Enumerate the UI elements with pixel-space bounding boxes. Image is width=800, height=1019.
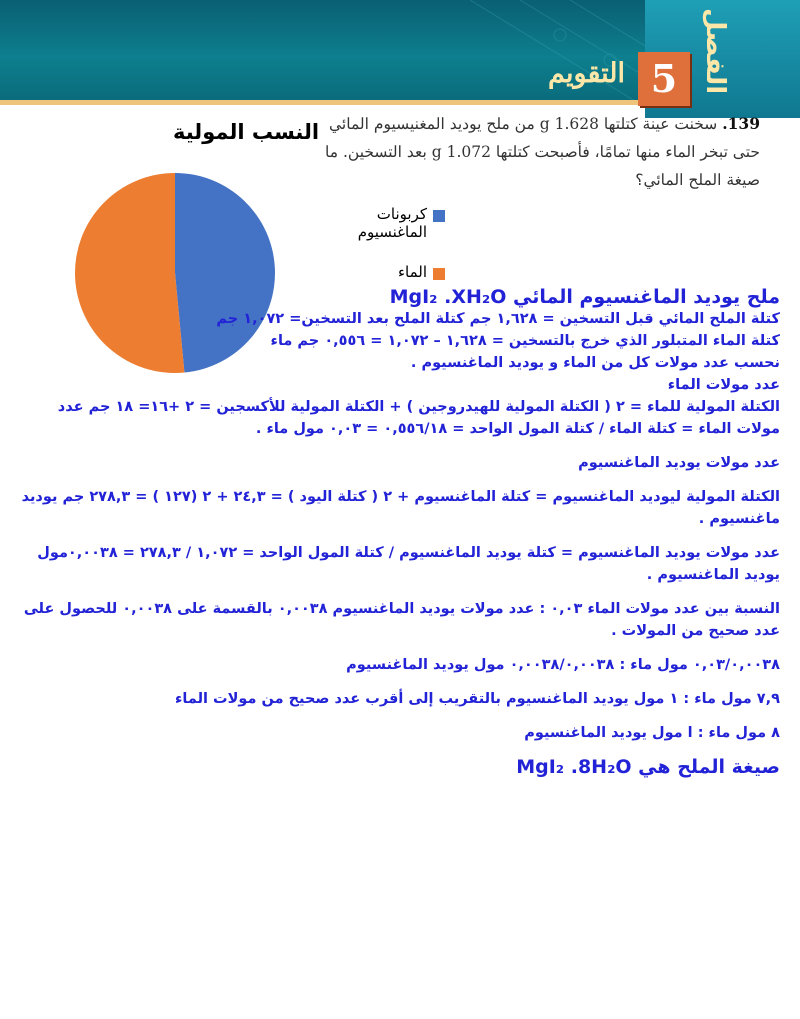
- solution-block: [20, 286, 780, 778]
- legend-label: كربونات الماغنسيوم: [357, 205, 427, 241]
- pie-chart-title: النسب المولية: [173, 120, 320, 144]
- chapter-number: 5: [638, 52, 690, 106]
- solution-line: عدد مولات الماء: [667, 377, 780, 393]
- solution-line: ٧,٩ مول ماء : ١ مول يوديد الماغنسيوم بالتقريب إلى أقرب عدد صحيح من مولات الماء: [175, 691, 780, 707]
- legend-item-magnesium: [305, 205, 445, 241]
- solution-line: نحسب عدد مولات كل من الماء و يوديد الماغنسيوم .: [410, 355, 780, 371]
- solution-line: الكتلة المولية ليوديد الماغنسيوم = كتلة الماغنسيوم + ٢ ( كتلة اليود ) = ٢٤,٣ + ٢ (١٢٧ ) = ٢٧٨,٣ جم يوديد ماغنسيوم .: [21, 489, 780, 527]
- solution-line: كتلة الماء المتبلور الذي خرج بالتسخين = ١,٦٢٨ – ١,٠٧٢ = ٠,٥٥٦ جم ماء: [270, 333, 780, 349]
- legend-swatch-blue: [433, 210, 445, 222]
- legend-swatch-orange: [433, 268, 445, 280]
- solution-formula-line: ملح يوديد الماغنسيوم المائي MgI₂ .XH₂O: [389, 286, 780, 308]
- problem-number: 139.: [722, 114, 760, 133]
- section-title: التقويم: [548, 58, 625, 89]
- problem-body: سخنت عينة كتلتها 1.628 g من ملح يوديد المغنيسيوم المائي حتى تبخر الماء منها تمامًا، فأصبحت كتلتها 1.072 g بعد التسخين. ما صيغة الملح المائي؟: [325, 115, 760, 189]
- solution-line: الكتلة المولية للماء = ٢ ( الكتلة المولية للهيدروجين ) + الكتلة المولية للأكسجين = ٢ +١٦= ١٨ جم عدد مولات الماء = كتلة الماء / كتلة المول الواحد = ٠,٥٥٦/١٨ = ٠,٠٣ مول ماء .: [57, 399, 780, 437]
- banner-underline: [0, 100, 645, 105]
- solution-line: ٠,٠٣/٠,٠٠٣٨ مول ماء : ٠,٠٠٣٨/٠,٠٠٣٨ مول يوديد الماغنسيوم: [346, 657, 780, 673]
- legend-item-water: [305, 263, 445, 281]
- solution-line: عدد مولات يوديد الماغنسيوم: [578, 455, 780, 471]
- final-formula: صيغة الملح هي MgI₂ .8H₂O: [516, 756, 780, 778]
- legend-label: الماء: [397, 263, 427, 281]
- solution-line: ٨ مول ماء : ا مول يوديد الماغنسيوم: [524, 725, 780, 741]
- chapter-vertical-label: الفصل: [700, 8, 730, 95]
- solution-line: النسبة بين عدد مولات الماء ٠,٠٣ : عدد مولات يوديد الماغنسيوم ٠,٠٠٣٨ بالقسمة على ٠,٠٠٣٨ للحصول على عدد صحيح من المولات .: [23, 601, 780, 639]
- problem-text: [305, 110, 760, 194]
- solution-line: كتلة الملح المائي قبل التسخين = ١,٦٢٨ جم كتلة الملح بعد التسخين= ١,٠٧٢ جم: [216, 311, 780, 327]
- solution-line: عدد مولات يوديد الماغنسيوم = كتلة يوديد الماغنسيوم / كتلة المول الواحد = ١,٠٧٢ / ٢٧٨,٣ = ٠,٠٠٣٨مول يوديد الماغنسيوم .: [37, 545, 780, 583]
